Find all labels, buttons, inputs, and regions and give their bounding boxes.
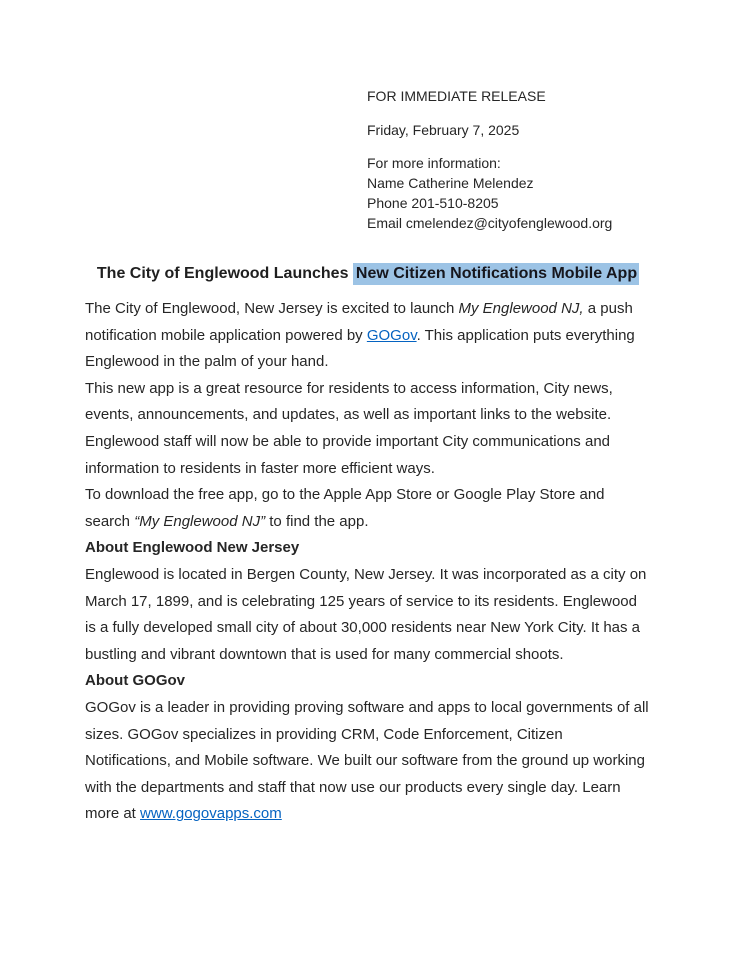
paragraph-about-gogov: [85, 695, 651, 828]
paragraph-about-englewood: Englewood is located in Bergen County, New Jersey. It was incorporated as a city on March 17, 1899, and is celebrating 125 years of service to its residents. Englewood is a fully developed small city of about 30,000 residents near New York City. It has a bustling and vibrant downtown that is used for many commercial shoots.: [85, 565, 647, 663]
release-line: FOR IMMEDIATE RELEASE: [367, 88, 546, 104]
contact-phone: Phone 201-510-8205: [367, 194, 499, 211]
p1-text-mid: a push notification mobile application powered by: [85, 300, 633, 344]
release-date: Friday, February 7, 2025: [367, 121, 520, 138]
document-title: [85, 261, 651, 287]
p3-text-start: To download the free app, go to the Apple App Store or Google Play Store and search: [85, 486, 605, 530]
title-prefix: The City of Englewood Launches: [96, 265, 353, 282]
heading-about-englewood: About Englewood New Jersey: [85, 539, 300, 557]
contact-email: Email cmelendez@cityofenglewood.org: [367, 214, 613, 231]
document-body: [85, 296, 651, 828]
p5-text-start: GOGov is a leader in providing proving software and apps to local governments of all sizes. GOGov specializes in providing CRM, Code Enforcement, Citizen Notifications, and Mobile software. We built our software from the ground up working with the departments and staff that now use our products every single day. Learn more at: [85, 698, 649, 823]
p1-app-name-italic: My Englewood NJ,: [458, 300, 584, 317]
title-highlighted-text: New Citizen Notifications Mobile App: [353, 263, 639, 285]
p1-text-end: . This application puts everything Englewood in the palm of your hand.: [85, 326, 635, 371]
contact-intro: For more information:: [367, 155, 501, 172]
heading-about-gogov: About GOGov: [85, 672, 185, 690]
p3-text-end: to find the app.: [265, 512, 369, 530]
contact-name: Name Catherine Melendez: [367, 175, 534, 192]
paragraph-app-resource: This new app is a great resource for residents to access information, City news, events, announcements, and updates, as well as important links to the website. Englewood staff will now be able to provide important City communications and information to residents in faster more efficient ways.: [85, 379, 613, 477]
gogovapps-link[interactable]: www.gogovapps.com: [140, 805, 282, 823]
paragraph-download-instructions: [85, 482, 651, 535]
p1-text-start: The City of Englewood, New Jersey is excited to launch: [85, 300, 459, 317]
release-header-block: [367, 87, 612, 233]
p3-app-name-italic: “My Englewood NJ”: [134, 512, 266, 530]
paragraph-launch-announcement: [85, 296, 651, 376]
gogov-link[interactable]: GOGov: [366, 326, 417, 344]
document-content: [85, 261, 651, 828]
